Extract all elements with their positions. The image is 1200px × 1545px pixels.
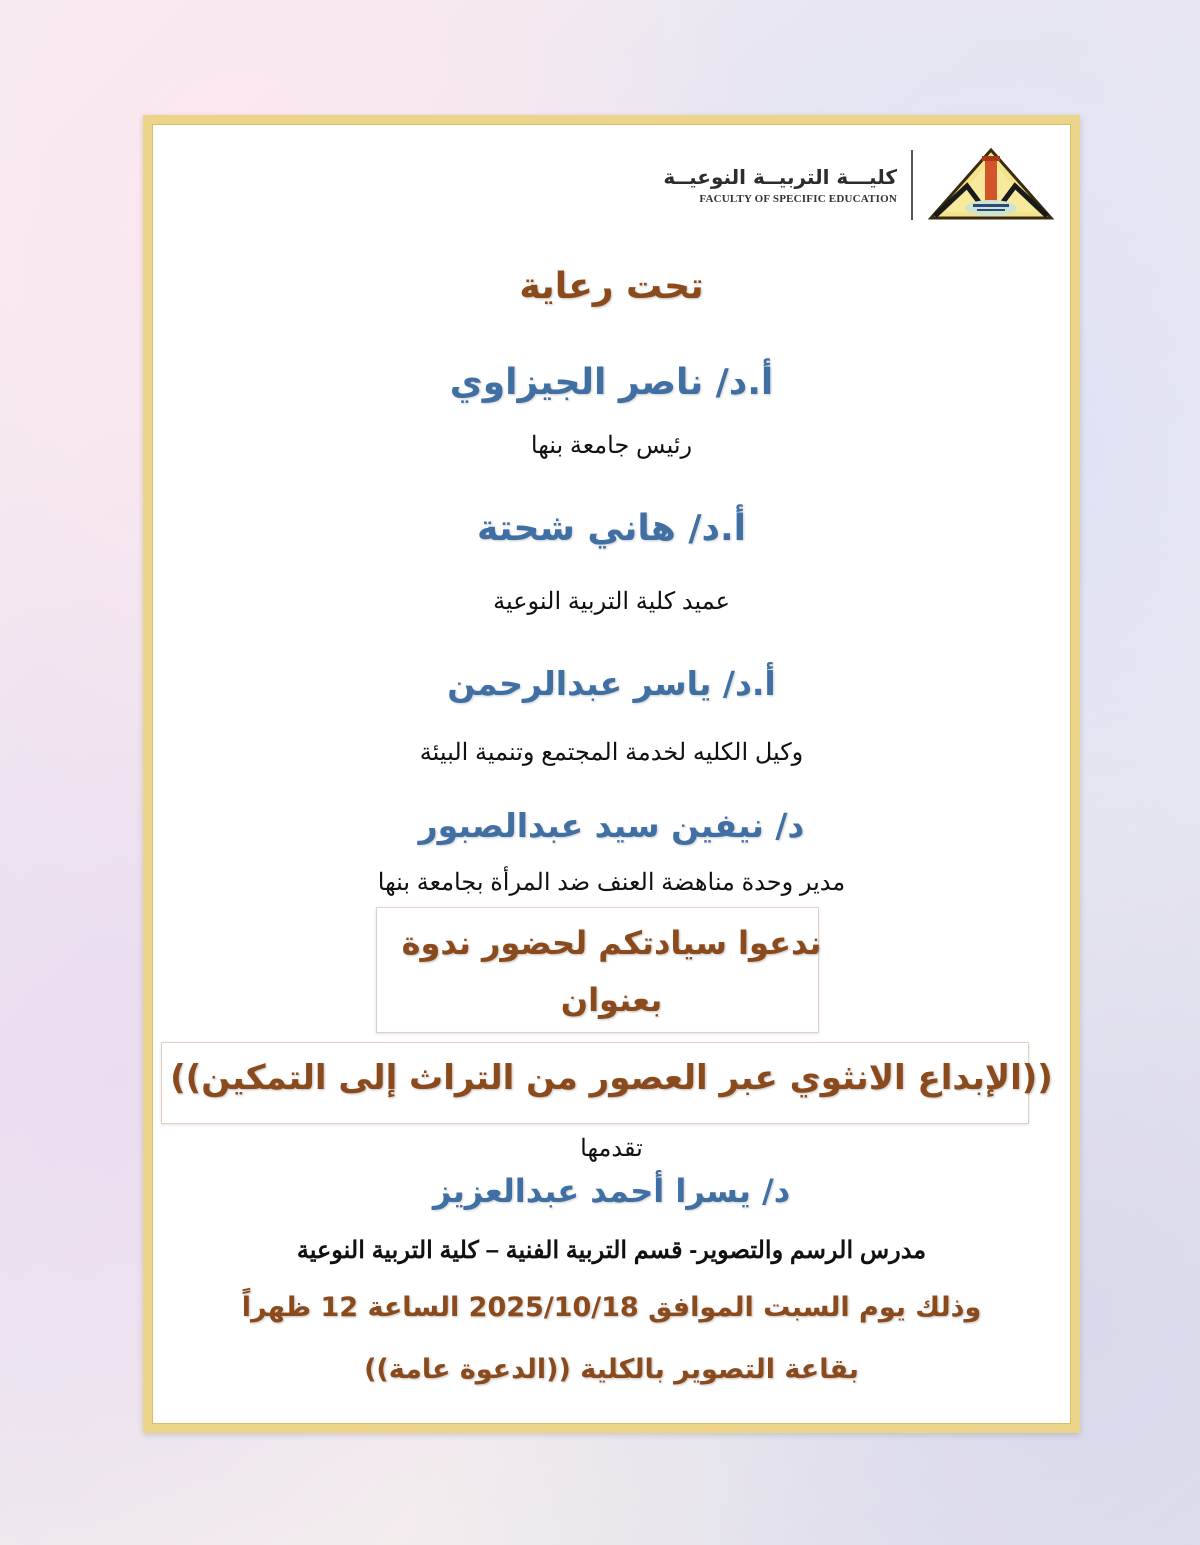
patron-name-3: أ.د/ ياسر عبدالرحمن (447, 664, 776, 703)
header-divider (911, 150, 913, 220)
faculty-name-english: FACULTY OF SPECIFIC EDUCATION (699, 193, 897, 205)
invitation-line-1: ندعوا سيادتكم لحضور ندوة (401, 924, 822, 962)
patron-role-3: وكيل الكليه لخدمة المجتمع وتنمية البيئة (419, 739, 804, 766)
patron-role-1: رئيس جامعة بنها (530, 432, 693, 459)
invitation-line-2: بعنوان (560, 981, 663, 1019)
event-datetime: وذلك يوم السبت الموافق 2025/10/18 الساعة 12 ظهراً (241, 1292, 982, 1323)
patron-name-2: أ.د/ هاني شحتة (477, 508, 746, 549)
event-venue: بقاعة التصوير بالكلية ((الدعوة عامة)) (364, 1354, 859, 1385)
patron-role-2: عميد كلية التربية النوعية (493, 588, 730, 615)
presenter-name: د/ يسرا أحمد عبدالعزيز (432, 1172, 791, 1210)
benha-university-logo-icon (927, 146, 1055, 224)
faculty-name-arabic: كليـــة التربيــة النوعيــة (663, 165, 897, 189)
faculty-name-block (663, 165, 897, 205)
patron-name-4: د/ نيفين سيد عبدالصبور (418, 806, 805, 845)
presenter-role: مدرس الرسم والتصوير- قسم التربية الفنية – كلية التربية النوعية (296, 1237, 927, 1264)
presented-by-label: تقدمها (580, 1135, 643, 1162)
patron-role-4: مدير وحدة مناهضة العنف ضد المرأة بجامعة بنها (377, 869, 846, 896)
seminar-title: ((الإبداع الانثوي عبر العصور من التراث إلى التمكين)) (170, 1058, 1053, 1098)
faculty-header (663, 146, 1055, 224)
patronage-title: تحت رعاية (519, 266, 704, 307)
invitation-card (143, 115, 1080, 1433)
patron-name-1: أ.د/ ناصر الجيزاوي (449, 362, 774, 403)
